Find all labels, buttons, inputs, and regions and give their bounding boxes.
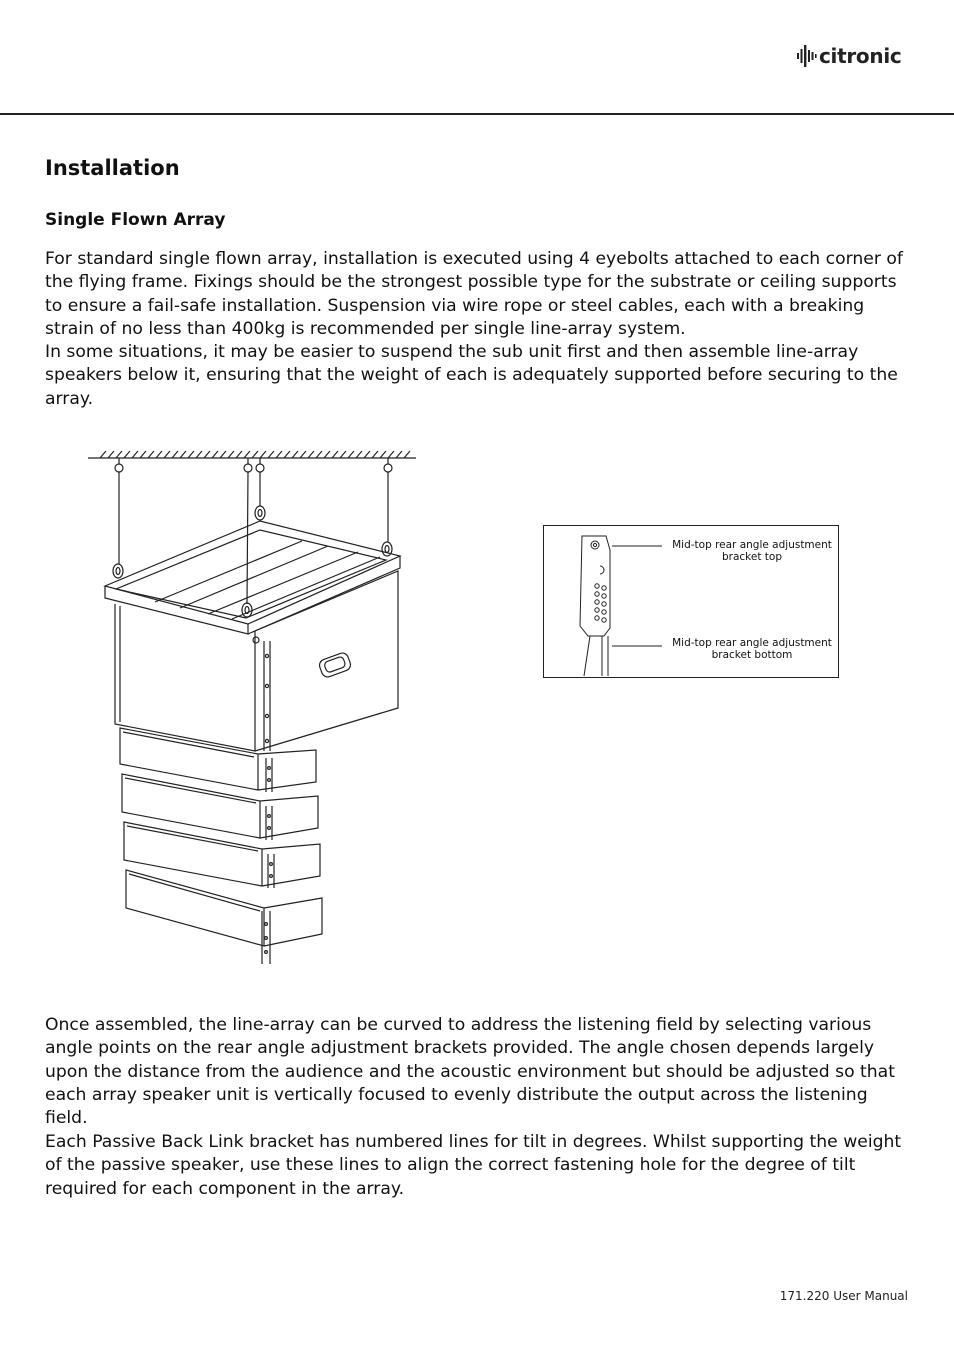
callout-bracket-top: Mid-top rear angle adjustment bracket top	[672, 539, 832, 563]
line-array-speakers	[120, 728, 322, 964]
paragraph-array-curving: Once assembled, the line-array can be curved to address the listening field by selecting various angle points on the rear angle adjustment brackets provided. The angle chosen depends largely upon the distance from the audience and the acoustic environment but should be adjusted so that each array speaker unit is vertically focused to evenly distribute the output across the listening field.	[45, 1015, 895, 1129]
subsection-title: Single Flown Array	[45, 210, 226, 230]
callout-bracket-bottom: Mid-top rear angle adjustment bracket bottom	[672, 637, 832, 661]
bracket-detail-panel	[543, 525, 839, 678]
citronic-logo	[797, 43, 917, 71]
section-title: Installation	[45, 156, 180, 180]
footer-manual-label: 171.220 User Manual	[779, 1289, 908, 1303]
logo-waveform-icon	[797, 43, 817, 69]
line-array-illustration	[80, 446, 425, 971]
suspension-cables	[115, 458, 392, 604]
ceiling-hatch	[88, 451, 416, 458]
paragraph-sub-unit-first: In some situations, it may be easier to suspend the sub unit first and then assemble line-array speakers below it, ensuring that the weight of each is adequately supported before securing to the array.	[45, 342, 898, 409]
paragraph-installation-method: For standard single flown array, installation is executed using 4 eyebolts attached to each corner of the flying frame. Fixings should be the strongest possible type for the substrate or ceiling supports to ensure a fail-safe installation. Suspension via wire rope or steel cables, each with a breaking strain of no less than 400kg is recommended per single line-array system.	[45, 249, 903, 339]
paragraph-back-link-bracket: Each Passive Back Link bracket has numbered lines for tilt in degrees. Whilst supporting the weight of the passive speaker, use these lines to align the correct fastening hole for the degree of tilt required for each component in the array.	[45, 1132, 902, 1199]
logo-wordmark: citronic	[819, 44, 902, 68]
flying-frame	[105, 521, 400, 634]
header-divider	[0, 113, 954, 115]
